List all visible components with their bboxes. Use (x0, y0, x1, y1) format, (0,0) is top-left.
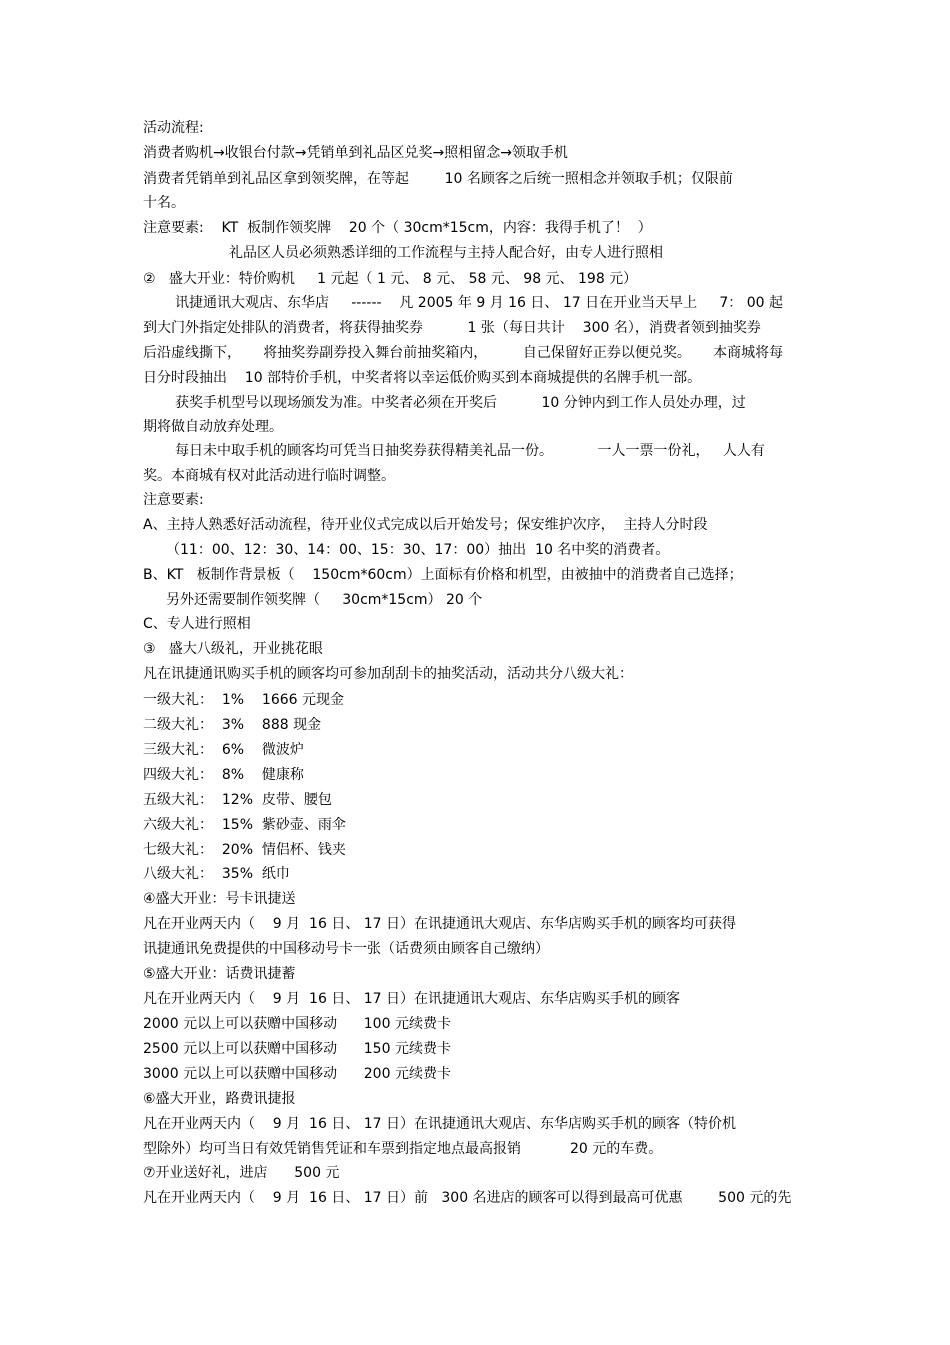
text-line: 五级大礼： 12% 皮带、腰包 (143, 792, 332, 808)
text-line: ② 盛大开业：特价购机 1 元起（ 1 元、 8 元、 58 元、 98 元、 198 元） (143, 271, 638, 287)
text-line: 日分时段抽出 10 部特价手机，中奖者将以幸运低价购买到本商城提供的名牌手机一部。 (143, 370, 702, 386)
text-line: 三级大礼： 6% 微波炉 (143, 742, 304, 758)
text-line: 一级大礼： 1% 1666 元现金 (143, 692, 344, 708)
text-line: 礼品区人员必须熟悉详细的工作流程与主持人配合好，由专人进行照相 (229, 245, 663, 261)
text-line: 3000 元以上可以获赠中国移动 200 元续费卡 (143, 1066, 451, 1082)
text-line: 2000 元以上可以获赠中国移动 100 元续费卡 (143, 1016, 451, 1032)
text-line: ⑥盛大开业，路费讯捷报 (143, 1091, 296, 1107)
text-line: A、主持人熟悉好活动流程，待开业仪式完成以后开始发号；保安维护次序， 主持人分时段 (143, 517, 708, 533)
text-line: 消费者凭销单到礼品区拿到领奖牌，在等起 10 名顾客之后统一照相念并领取手机；仅限前 (143, 171, 733, 187)
text-line: 讯捷通讯免费提供的中国移动号卡一张（话费须由顾客自己缴纳） (143, 941, 549, 957)
text-line: 每日未中取手机的顾客均可凭当日抽奖券获得精美礼品一份。 一人一票一份礼， 人人有 (175, 443, 765, 459)
text-line: 四级大礼： 8% 健康称 (143, 767, 304, 783)
text-line: 凡在开业两天内（ 9 月 16 日、 17 日）在讯捷通讯大观店、东华店购买手机的顾客 (143, 991, 681, 1007)
text-line: 凡在开业两天内（ 9 月 16 日、 17 日）在讯捷通讯大观店、东华店购买手机的顾客（特价机 (143, 1116, 737, 1132)
text-line: ⑦开业送好礼，进店 500 元 (143, 1165, 340, 1181)
text-line: 后沿虚线撕下， 将抽奖券副券投入舞台前抽奖箱内， 自己保留好正券以便兑奖。 本商城将每 (143, 345, 784, 361)
text-line: 二级大礼： 3% 888 现金 (143, 717, 322, 733)
text-line: 消费者购机→收银台付款→凭销单到礼品区兑奖→照相留念→领取手机 (143, 145, 568, 161)
text-line: 六级大礼： 15% 紫砂壶、雨伞 (143, 817, 346, 833)
text-line: C、专人进行照相 (143, 616, 251, 632)
text-line: 期将做自动放弃处理。 (143, 419, 283, 435)
text-line: 另外还需要制作领奖牌（ 30cm*15cm） 20 个 (166, 592, 483, 608)
text-line: 奖。本商城有权对此活动进行临时调整。 (143, 468, 395, 484)
text-line: B、KT 板制作背景板（ 150cm*60cm）上面标有价格和机型，由被抽中的消费者自己选择； (143, 567, 743, 583)
text-line: 2500 元以上可以获赠中国移动 150 元续费卡 (143, 1041, 451, 1057)
text-line: 到大门外指定处排队的消费者，将获得抽奖券 1 张（每日共计 300 名），消费者领到抽奖券 (143, 320, 761, 336)
text-line: 获奖手机型号以现场颁发为准。中奖者必须在开奖后 10 分钟内到工作人员处办理，过 (175, 395, 746, 411)
text-line: 凡在开业两天内（ 9 月 16 日、 17 日）在讯捷通讯大观店、东华店购买手机的顾客均可获得 (143, 916, 737, 932)
text-line: 十名。 (143, 195, 185, 211)
text-line: 注意要素: (143, 492, 204, 508)
text-line: （11：00、12：30、14：00、15：30、17：00）抽出 10 名中奖的消费者。 (166, 542, 670, 558)
text-line: ③ 盛大八级礼，开业挑花眼 (143, 641, 323, 657)
text-line: 注意要素: KT 板制作领奖牌 20 个（ 30cm*15cm，内容：我得手机了！ ） (143, 220, 652, 236)
text-line: 型除外）均可当日有效凭销售凭证和车票到指定地点最高报销 20 元的车费。 (143, 1141, 663, 1157)
text-line: 活动流程: (143, 120, 204, 136)
text-line: ⑤盛大开业：话费讯捷蓄 (143, 966, 296, 982)
text-line: 凡在讯捷通讯购买手机的顾客均可参加刮刮卡的抽奖活动，活动共分八级大礼： (143, 666, 633, 682)
text-line: 七级大礼： 20% 情侣杯、钱夹 (143, 842, 346, 858)
text-line: ④盛大开业：号卡讯捷送 (143, 891, 296, 907)
text-line: 八级大礼： 35% 纸巾 (143, 866, 290, 882)
text-line: 凡在开业两天内（ 9 月 16 日、 17 日）前 300 名进店的顾客可以得到最高可优惠 500 元的先 (143, 1190, 792, 1206)
text-line: 讯捷通讯大观店、东华店 ------ 凡 2005 年 9 月 16 日、 17 日在开业当天早上 7： 00 起 (175, 295, 784, 311)
